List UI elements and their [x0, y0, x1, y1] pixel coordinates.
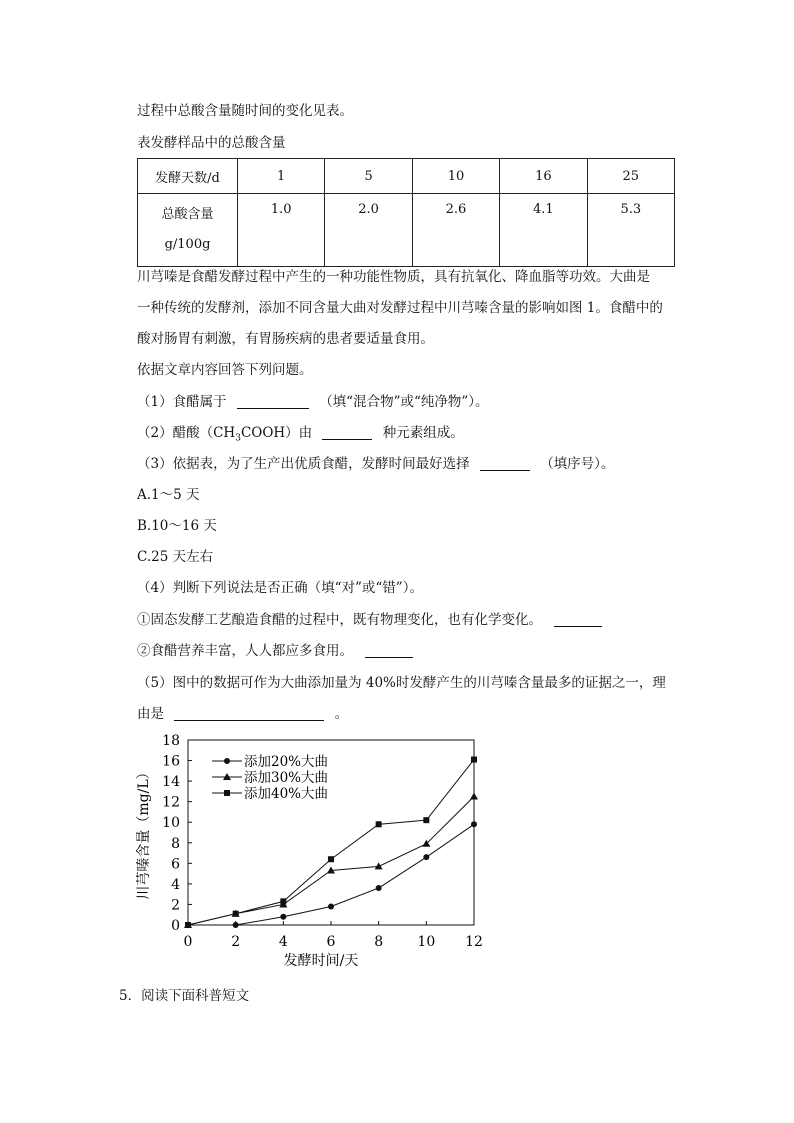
answer-blank-5[interactable] — [174, 706, 324, 721]
intro-line: 过程中总酸含量随时间的变化见表。 — [137, 103, 353, 119]
question-2 — [137, 424, 464, 448]
table-cell: 10 — [412, 159, 499, 194]
table-cell: 16 — [500, 159, 587, 194]
x-tick-label: 4 — [278, 934, 288, 950]
q2-text-mid: COOH）由 — [240, 425, 313, 441]
y-tick-label: 4 — [171, 876, 180, 893]
q3-hint: （填序号）。 — [540, 456, 615, 472]
question-4: （4）判断下列说法是否正确（填“对”或“错”）。 — [137, 580, 423, 596]
tetramethylpyrazine-chart — [120, 728, 500, 978]
x-tick-label: 2 — [231, 934, 241, 950]
data-point — [470, 793, 478, 800]
table-header-acid — [138, 194, 238, 267]
table-cell: 2.0 — [325, 194, 412, 267]
data-point — [280, 914, 286, 920]
q4-item-text: ①固态发酵工艺酿造食醋的过程中，既有物理变化，也有化学变化。 — [137, 612, 542, 628]
table-header-days: 发酵天数/d — [138, 159, 238, 194]
answer-blank-2[interactable] — [322, 425, 372, 440]
question-5-line1: （5）图中的数据可作为大曲添加量为 40%时发酵产生的川芎嗪含量最多的证据之一，理 — [137, 675, 666, 691]
table-caption: 表发酵样品中的总酸含量 — [137, 135, 286, 151]
answer-blank-1[interactable] — [237, 394, 309, 409]
x-tick-label: 10 — [417, 934, 436, 950]
prompt-line: 依据文章内容回答下列问题。 — [137, 362, 313, 378]
table-header-acid-unit: g/100g — [164, 237, 211, 252]
q2-subscript: 3 — [235, 433, 241, 444]
data-point — [233, 922, 239, 928]
y-tick-label: 8 — [171, 835, 180, 852]
q2-text: （2）醋酸（CH — [137, 425, 236, 441]
data-point — [328, 856, 334, 862]
question-5-line2 — [137, 705, 348, 723]
x-tick-label: 8 — [374, 934, 384, 950]
data-point — [328, 904, 334, 910]
series-line — [188, 760, 474, 925]
x-tick-label: 12 — [465, 934, 483, 950]
x-axis-label: 发酵时间/天 — [283, 953, 359, 969]
y-tick-label: 0 — [171, 918, 180, 934]
data-point — [185, 922, 191, 928]
table-row — [138, 194, 675, 267]
option-c: C.25 天左右 — [137, 549, 214, 565]
q1-text: （1）食醋属于 — [137, 394, 227, 410]
table-cell: 25 — [587, 159, 674, 194]
data-point — [224, 758, 230, 764]
table-cell: 5 — [325, 159, 412, 194]
y-tick-label: 6 — [171, 856, 180, 873]
answer-blank-3[interactable] — [480, 456, 530, 471]
table-header-acid-line1: 总酸含量 — [161, 207, 214, 222]
x-tick-label: 0 — [183, 934, 193, 950]
y-axis-label: 川芎嗪含量（mg/L） — [136, 765, 152, 900]
paragraph-line: 酸对肠胃有刺激，有胃肠疾病的患者要适量食用。 — [137, 331, 434, 347]
data-point — [375, 862, 383, 869]
plot-frame — [188, 740, 474, 925]
paragraph-line: 一种传统的发酵剂，添加不同含量大曲对发酵过程中川芎嗪含量的影响如图 1。食醋中的 — [137, 300, 663, 316]
q2-text-end: 种元素组成。 — [382, 425, 464, 441]
q4-item-text: ②食醋营养丰富，人人都应多食用。 — [137, 643, 353, 659]
data-point — [376, 885, 382, 891]
option-a: A.1～5 天 — [137, 487, 200, 503]
x-tick-label: 6 — [326, 934, 336, 950]
answer-blank-4b[interactable] — [365, 643, 413, 658]
y-tick-label: 14 — [162, 774, 180, 791]
paragraph-line: 川芎嗪是食醋发酵过程中产生的一种功能性物质，具有抗氧化、降血脂等功效。大曲是 — [137, 269, 650, 285]
data-point — [423, 854, 429, 860]
question-3 — [137, 455, 614, 473]
y-tick-label: 16 — [162, 753, 180, 770]
q3-text: （3）依据表，为了生产出优质食醋，发酵时间最好选择 — [137, 456, 470, 472]
question-1 — [137, 393, 489, 411]
q5-end: 。 — [334, 706, 349, 722]
data-point — [471, 821, 477, 827]
data-point — [376, 821, 382, 827]
data-point — [471, 757, 477, 763]
q5-text: 由是 — [137, 706, 164, 722]
y-tick-label: 12 — [162, 794, 180, 811]
data-point — [224, 790, 230, 796]
legend-label: 添加40%大曲 — [244, 786, 329, 802]
y-tick-label: 18 — [162, 733, 180, 749]
table-cell: 1 — [238, 159, 325, 194]
table-cell: 1.0 — [238, 194, 325, 267]
data-point — [423, 817, 429, 823]
table-row — [138, 159, 675, 194]
table-cell: 4.1 — [500, 194, 587, 267]
acid-table — [137, 158, 675, 267]
data-point — [233, 911, 239, 917]
question-4-item-1 — [137, 611, 602, 629]
y-tick-label: 2 — [171, 897, 180, 914]
next-question: 5．阅读下面科普短文 — [119, 988, 250, 1004]
legend-label: 添加30%大曲 — [244, 770, 329, 786]
data-point — [280, 898, 286, 904]
y-tick-label: 10 — [162, 815, 180, 832]
table-cell: 2.6 — [412, 194, 499, 267]
option-b: B.10～16 天 — [137, 518, 217, 534]
legend-label: 添加20%大曲 — [244, 754, 329, 770]
table-cell: 5.3 — [587, 194, 674, 267]
question-4-item-2 — [137, 642, 413, 660]
answer-blank-4a[interactable] — [554, 612, 602, 627]
q1-hint: （填“混合物”或“纯净物”）。 — [319, 394, 489, 410]
